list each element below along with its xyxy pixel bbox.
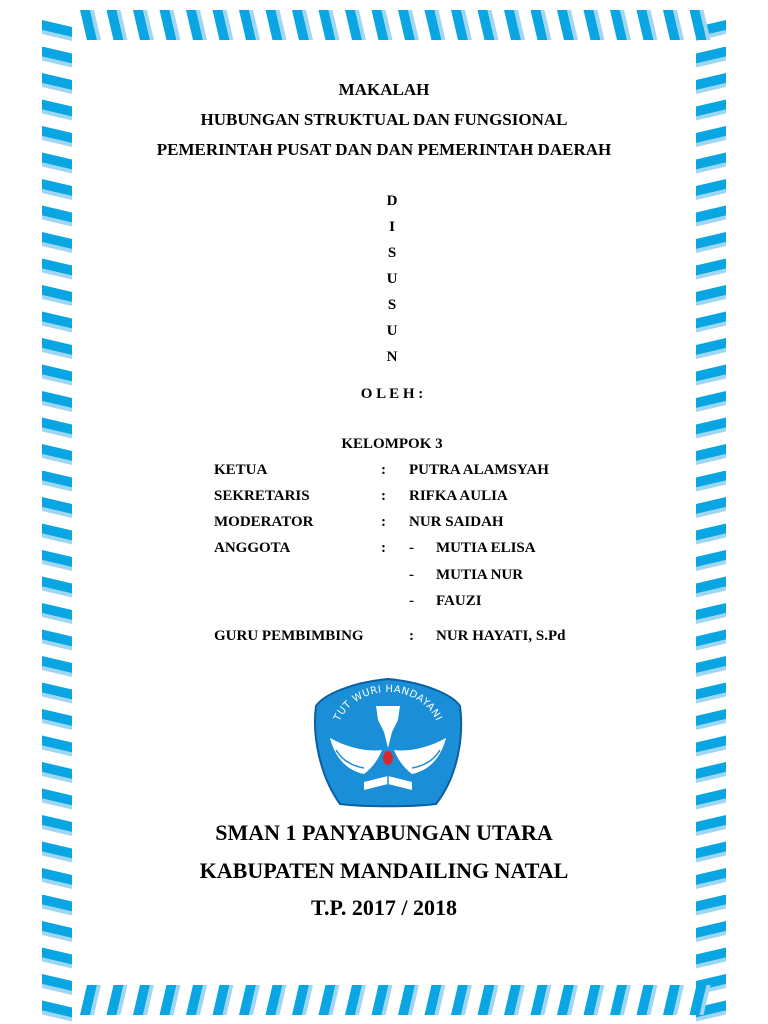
logo-motto: TUT WURI HANDAYANI [332, 683, 444, 723]
title-line-1: HUBUNGAN STRUKTUAL DAN FUNGSIONAL [200, 110, 568, 129]
member-name: MUTIA NUR [436, 567, 524, 583]
academic-year: T.P. 2017 / 2018 [310, 895, 458, 920]
moderator-label: MODERATOR [214, 514, 314, 530]
disusun-letter: S [387, 297, 397, 313]
regency-name: KABUPATEN MANDAILING NATAL [199, 858, 569, 883]
colon: : [381, 462, 386, 478]
member-dash: - [409, 593, 414, 609]
anggota-label: ANGGOTA [214, 540, 291, 556]
document-type: MAKALAH [338, 80, 430, 99]
disusun-letter: D [386, 193, 398, 209]
group-name: KELOMPOK 3 [341, 436, 443, 452]
disusun-letter: S [387, 245, 397, 261]
guru-label: GURU PEMBIMBING [214, 628, 364, 644]
guru-value: NUR HAYATI, S.Pd [436, 628, 566, 644]
member-name: MUTIA ELISA [436, 540, 536, 556]
colon: : [381, 488, 386, 504]
oleh-label: O L E H : [360, 386, 424, 402]
disusun-letter: U [386, 271, 398, 287]
ketua-label: KETUA [214, 462, 268, 478]
disusun-letter: I [389, 219, 395, 235]
moderator-value: NUR SAIDAH [409, 514, 504, 530]
colon: : [409, 628, 414, 644]
title-line-2: PEMERINTAH PUSAT DAN DAN PEMERINTAH DAERAH [156, 140, 612, 159]
member-dash: - [409, 567, 414, 583]
disusun-letter: N [386, 349, 398, 365]
member-dash: - [409, 540, 414, 556]
tut-wuri-handayani-logo-icon [312, 676, 464, 810]
member-name: FAUZI [436, 593, 482, 609]
ketua-value: PUTRA ALAMSYAH [409, 462, 549, 478]
disusun-letter: U [386, 323, 398, 339]
colon: : [381, 540, 386, 556]
school-name: SMAN 1 PANYABUNGAN UTARA [215, 820, 553, 845]
sekretaris-value: RIFKA AULIA [409, 488, 508, 504]
sekretaris-label: SEKRETARIS [214, 488, 310, 504]
colon: : [381, 514, 386, 530]
